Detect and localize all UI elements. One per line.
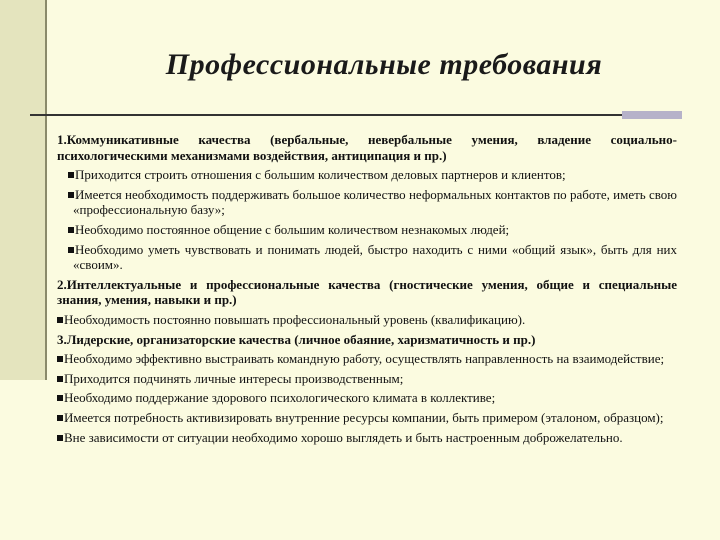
list-item: Вне зависимости от ситуации необходимо хорошо выглядеть и быть настроенным доброжелательно.	[57, 430, 677, 446]
bullet-icon	[57, 435, 63, 441]
title-underline	[30, 114, 668, 116]
bullet-icon	[68, 247, 74, 253]
list-item: Необходимо эффективно выстраивать командную работу, осуществлять направленность на взаимодействие;	[57, 351, 677, 367]
bullet-icon	[57, 356, 63, 362]
left-decor-band	[0, 0, 45, 380]
title-underline-accent	[622, 111, 682, 119]
bullet-icon	[57, 376, 63, 382]
left-decor-line	[45, 0, 47, 380]
bullet-icon	[57, 415, 63, 421]
list-item: Приходится подчинять личные интересы производственным;	[57, 371, 677, 387]
section-heading-2: 2.Интеллектуальные и профессиональные качества (гностические умения, общие и специальные знания, умения, навыки и пр.)	[57, 276, 677, 308]
bullet-icon	[68, 172, 74, 178]
bullet-icon	[57, 395, 63, 401]
list-item: Необходимо постоянное общение с большим количеством незнакомых людей;	[57, 222, 677, 238]
content-body	[57, 132, 677, 449]
bullet-icon	[68, 227, 74, 233]
list-item: Имеется необходимость поддерживать большое количество неформальных контактов по работе, иметь свою «профессиональную базу»;	[57, 187, 677, 218]
list-item: Имеется потребность активизировать внутренние ресурсы компании, быть примером (эталоном, образцом);	[57, 410, 677, 426]
bullet-icon	[68, 192, 74, 198]
list-item: Необходимость постоянно повышать профессиональный уровень (квалификацию).	[57, 312, 677, 328]
section-heading-3: 3.Лидерские, организаторские качества (личное обаяние, харизматичность и пр.)	[57, 331, 536, 347]
list-item: Необходимо поддержание здорового психологического климата в коллективе;	[57, 390, 677, 406]
section-heading-1: 1.Коммуникативные качества (вербальные, невербальные умения, владение социально-психологическими механизмами воздействия, антиципация и пр.)	[57, 132, 677, 163]
list-item: Необходимо уметь чувствовать и понимать людей, быстро находить с ними «общий язык», быть для них «своим».	[57, 242, 677, 273]
page-title: Профессиональные требования	[165, 48, 603, 81]
list-item: Приходится строить отношения с большим количеством деловых партнеров и клиентов;	[57, 167, 677, 183]
bullet-icon	[57, 317, 63, 323]
